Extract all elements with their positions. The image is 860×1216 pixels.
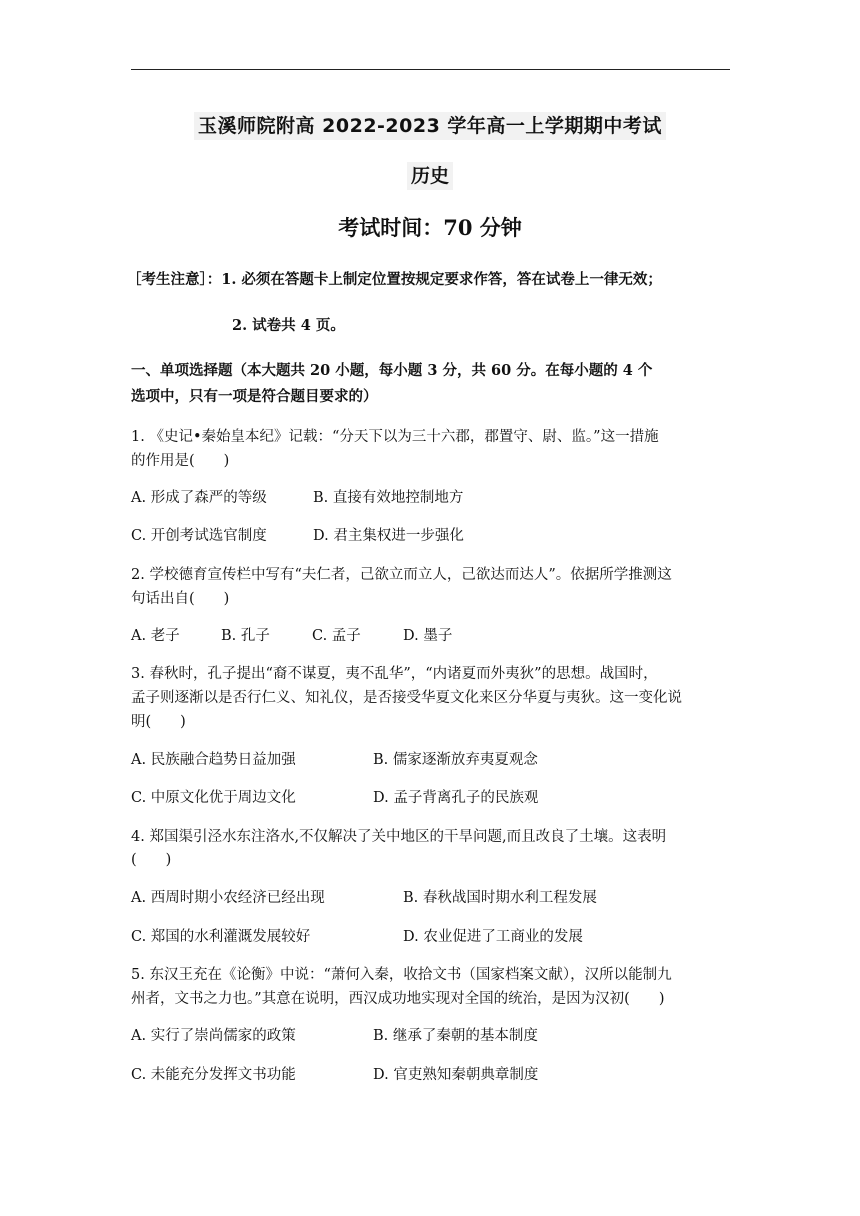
option-d[interactable]: D. 墨子 [403, 628, 453, 644]
exam-time: 考试时间：70 分钟 [338, 215, 522, 240]
question-stem-line: 2. 学校德育宣传栏中写有“夫仁者，己欲立而立人，己欲达而达人”。依据所学推测这 [131, 567, 672, 583]
notice-line-1: ［考生注意］：1. 必须在答题卡上制定位置按规定要求作答，答在试卷上一律无效； [127, 271, 662, 288]
question-stem-line: 孟子则逐渐以是否行仁义、知礼仪，是否接受华夏文化来区分华夏与夷狄。这一变化说 [131, 690, 682, 706]
subject-title-text: 历史 [407, 162, 453, 190]
question-stem-line: 5. 东汉王充在《论衡》中说：“萧何入秦，收拾文书（国家档案文献），汉所以能制九 [131, 967, 672, 983]
option-b[interactable]: B. 儒家逐渐放弃夷夏观念 [373, 752, 538, 768]
option-b[interactable]: B. 继承了秦朝的基本制度 [373, 1028, 538, 1044]
exam-title-text: 玉溪师院附高 2022-2023 学年高一上学期期中考试 [194, 112, 666, 140]
option-d[interactable]: D. 孟子背离孔子的民族观 [373, 790, 539, 806]
option-c[interactable]: C. 孟子 [312, 628, 361, 644]
option-d[interactable]: D. 农业促进了工商业的发展 [403, 929, 583, 945]
option-d[interactable]: D. 君主集权进一步强化 [313, 528, 464, 544]
subject-title [0, 161, 860, 188]
question-stem-line: 4. 郑国渠引泾水东注洛水,不仅解决了关中地区的干旱问题,而且改良了土壤。这表明 [131, 829, 667, 845]
top-rule [131, 69, 730, 70]
section-heading-line-1: 一、单项选择题（本大题共 20 小题，每小题 3 分，共 60 分。在每小题的 4 个 [131, 362, 653, 379]
exam-title [0, 111, 860, 138]
option-b[interactable]: B. 直接有效地控制地方 [313, 490, 464, 506]
option-c[interactable]: C. 开创考试选官制度 [131, 528, 267, 544]
question-stem-line: 州者，文书之力也。”其意在说明，西汉成功地实现对全国的统治，是因为汉初( ) [131, 991, 665, 1007]
option-c[interactable]: C. 未能充分发挥文书功能 [131, 1067, 296, 1083]
option-a[interactable]: A. 西周时期小农经济已经出现 [131, 890, 325, 906]
option-b[interactable]: B. 春秋战国时期水利工程发展 [403, 890, 597, 906]
option-c[interactable]: C. 中原文化优于周边文化 [131, 790, 296, 806]
option-d[interactable]: D. 官吏熟知秦朝典章制度 [373, 1067, 539, 1083]
question-stem-line: 句话出自( ) [131, 591, 230, 607]
option-a[interactable]: A. 民族融合趋势日益加强 [131, 752, 296, 768]
question-stem-line: ( ) [131, 852, 172, 868]
option-a[interactable]: A. 形成了森严的等级 [131, 490, 267, 506]
option-b[interactable]: B. 孔子 [221, 628, 270, 644]
question-stem-line: 3. 春秋时，孔子提出“裔不谋夏，夷不乱华”，“内诸夏而外夷狄”的思想。战国时， [131, 666, 658, 682]
question-stem-line: 1. 《史记•秦始皇本纪》记载：“分天下以为三十六郡，郡置守、尉、监。”这一措施 [131, 429, 659, 445]
option-c[interactable]: C. 郑国的水利灌溉发展较好 [131, 929, 311, 945]
question-stem-line: 的作用是( ) [131, 453, 230, 469]
notice-line-2: 2. 试卷共 4 页。 [232, 317, 345, 334]
option-a[interactable]: A. 老子 [131, 628, 180, 644]
question-stem-line: 明( ) [131, 714, 186, 730]
option-a[interactable]: A. 实行了崇尚儒家的政策 [131, 1028, 296, 1044]
section-heading-line-2: 选项中，只有一项是符合题目要求的） [131, 388, 378, 405]
